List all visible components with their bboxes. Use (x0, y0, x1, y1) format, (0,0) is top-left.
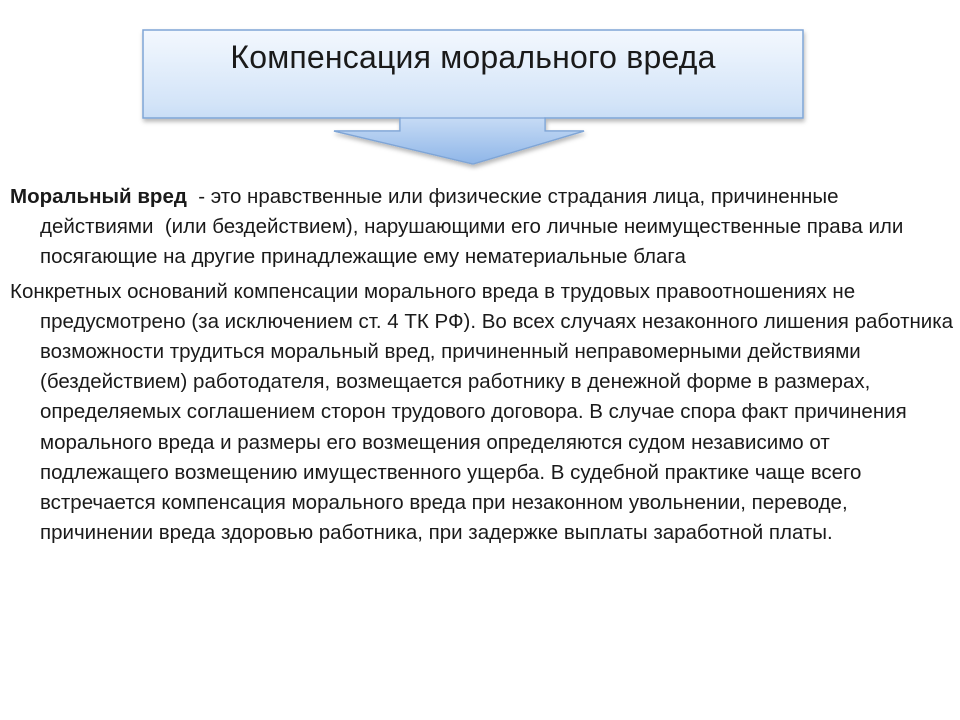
definition-text: - это нравственные или физические страдания лица, причиненные действиями (или бездействием), нарушающими его личные неимущественные права или посягающие на другие принадлежащие ему нематериальные блага (40, 185, 910, 269)
callout-arrow-shape (0, 0, 960, 175)
grounds-paragraph: Конкретных оснований компенсации морального вреда в трудовых правоотношениях не предусмотрено (за исключением ст. 4 ТК РФ). Во всех случаях незаконного лишения работника возможности трудиться моральный вред, причиненный неправомерными действиями (бездействием) работодателя, возмещается работнику в денежной форме в размерах, определяемых соглашением сторон трудового договора. В случае спора факт причинения морального вреда и размеры его возмещения определяются судом независимо от подлежащего возмещению имущественного ущерба. В судебной практике чаще всего встречается компенсация морального вреда при незаконном увольнении, переводе, причинении вреда здоровью работника, при задержке выплаты заработной платы. (10, 279, 954, 545)
slide-body (10, 182, 955, 552)
slide-title: Компенсация морального вреда (230, 39, 716, 75)
title-callout (0, 0, 960, 175)
definition-paragraph (10, 182, 955, 273)
definition-term: Моральный вред (10, 185, 187, 208)
